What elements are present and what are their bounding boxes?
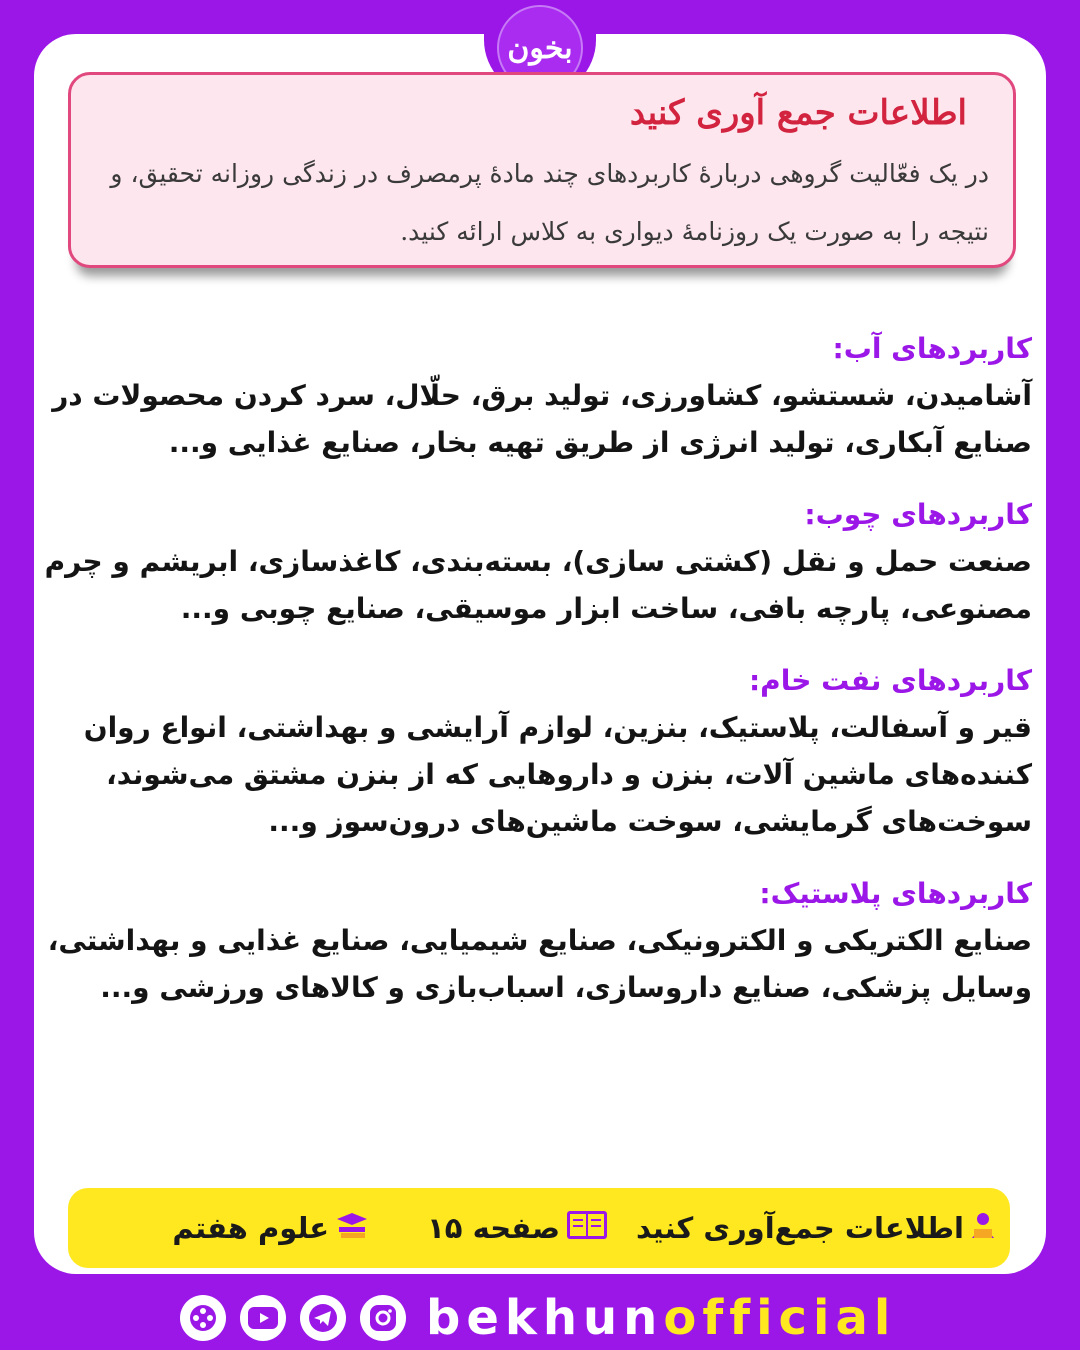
answers	[44, 326, 1032, 1037]
section-heading: کاربردهای پلاستیک:	[759, 877, 1032, 910]
section-body: صنعت حمل و نقل (کشتی سازی)، بسته‌بندی، کاغذسازی، ابریشم و چرم مصنوعی، پارچه بافی، ساخت ابزار موسیقی، صنایع چوبی و...	[44, 545, 1032, 625]
activity-box	[68, 72, 1016, 268]
section-body: آشامیدن، شستشو، کشاورزی، تولید برق، حلّال، سرد کردن محصولات در صنایع آبکاری، تولید انرژی از طریق تهیه بخار، صنایع غذایی و...	[52, 379, 1032, 459]
section-body: صنایع الکتریکی و الکترونیکی، صنایع شیمیایی، صنایع غذایی و بهداشتی، وسایل پزشکی، صنایع داروسازی، اسباب‌بازی و کالاهای ورزشی و...	[47, 924, 1032, 1004]
youtube-icon[interactable]	[240, 1295, 286, 1341]
footer-page-label: صفحه ۱۵	[427, 1211, 560, 1245]
social-bar	[180, 1288, 896, 1348]
activity-line-1: در یک فعّالیت گروهی دربارهٔ کاربردهای چند مادهٔ پرمصرف در زندگی روزانه تحقیق، و	[110, 159, 989, 188]
section-body: قیر و آسفالت، پلاستیک، بنزین، لوازم آرایشی و بهداشتی، انواع روان کننده‌های ماشین آلات، بنزن و داروهایی که از بنزن مشتق می‌شوند، سوخت‌های گرمایشی، سوخت ماشین‌های درون‌سوز و...	[83, 711, 1032, 838]
logo-text: بخون	[507, 30, 573, 66]
section-heading: کاربردهای آب:	[832, 332, 1032, 365]
section-water	[44, 326, 1032, 466]
graduation-books-icon	[335, 1211, 369, 1246]
instagram-icon[interactable]	[360, 1295, 406, 1341]
section-heading: کاربردهای چوب:	[804, 498, 1032, 531]
activity-line-2: نتیجه را به صورت یک روزنامهٔ دیواری به کلاس ارائه کنید.	[400, 217, 989, 246]
telegram-icon[interactable]	[300, 1295, 346, 1341]
film-reel-icon[interactable]	[180, 1295, 226, 1341]
footer-topic-label: اطلاعات جمع‌آوری کنید	[636, 1211, 964, 1245]
open-book-icon	[566, 1210, 608, 1247]
brand-part-1: bekhun	[426, 1290, 664, 1346]
section-wood	[44, 492, 1032, 632]
activity-title: اطلاعات جمع آوری کنید	[629, 93, 967, 133]
info-bar	[68, 1188, 1010, 1268]
footer-subject	[172, 1211, 369, 1246]
footer-subject-label: علوم هفتم	[172, 1211, 330, 1245]
section-heading: کاربردهای نفت خام:	[748, 664, 1032, 697]
section-crude-oil	[44, 658, 1032, 845]
student-icon	[970, 1211, 996, 1246]
brand-handle[interactable]	[426, 1290, 896, 1346]
brand-part-2: official	[663, 1290, 897, 1346]
footer-page	[427, 1210, 608, 1247]
section-plastic	[44, 871, 1032, 1011]
footer-topic	[636, 1211, 996, 1246]
